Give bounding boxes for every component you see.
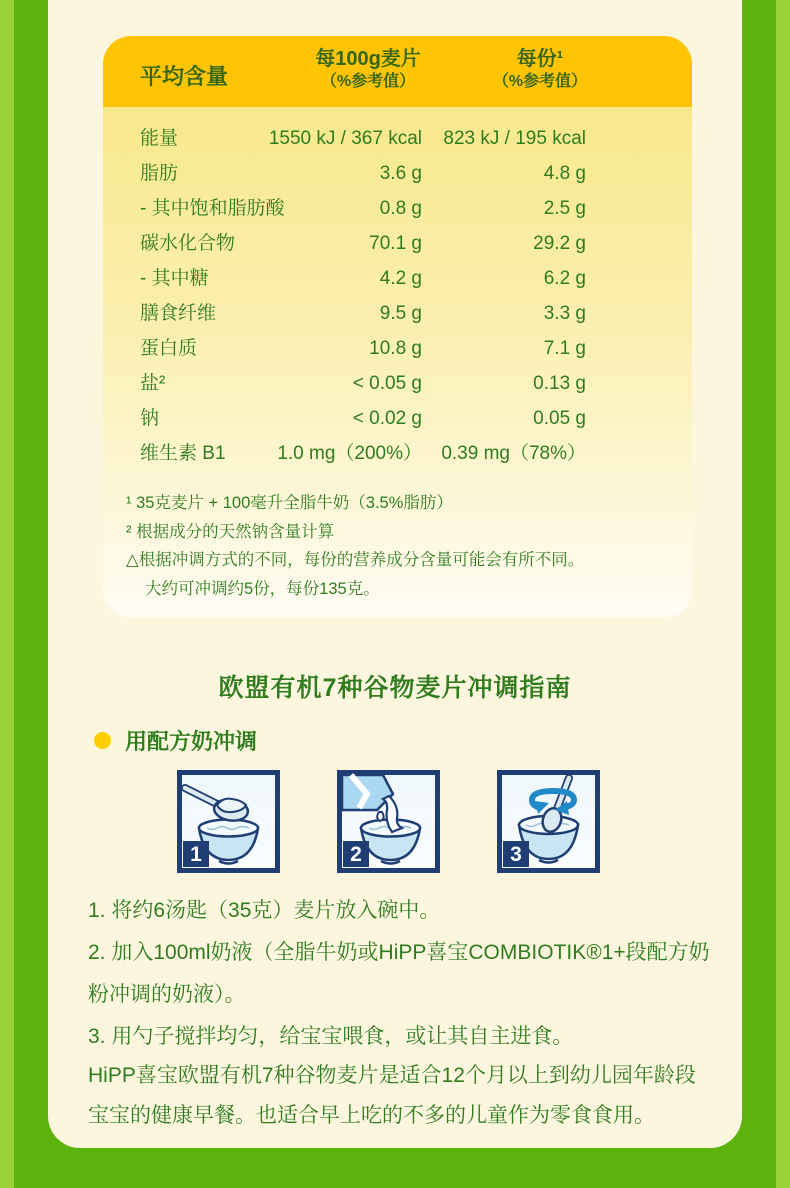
nutrient-label: 维生素 B1 (140, 443, 226, 464)
instruction-item: 1. 将约6汤匙（35克）麦片放入碗中。 (88, 899, 441, 922)
guide-title: 欧盟有机7种谷物麦片冲调指南 (218, 674, 572, 702)
step-2-number: 2 (350, 843, 362, 866)
per-serving-value: 29.2 g (533, 233, 586, 254)
instruction-item: 2. 加入100ml奶液（全脂牛奶或HiPP喜宝COMBIOTIK®1+段配方奶粉冲调的奶液）。 (88, 941, 710, 1006)
nutrition-table-body (103, 107, 692, 617)
step-1-number: 1 (190, 843, 202, 866)
instruction-list (88, 890, 714, 1058)
nutrition-row (103, 366, 692, 401)
nutrient-label: 脂肪 (140, 163, 179, 184)
footnote-item: ² 根据成分的天然钠含量计算 (126, 522, 335, 541)
nutrition-row (103, 331, 692, 366)
step-number-badge (343, 841, 369, 867)
step-number-badge (503, 841, 529, 867)
per-100g-value: 3.6 g (379, 163, 422, 184)
left-edge-stripe (0, 0, 14, 1188)
per-100g-value: 9.5 g (379, 303, 422, 324)
nutrition-row (103, 436, 692, 471)
nutrition-row (103, 156, 692, 191)
nutrition-table-header (103, 36, 692, 107)
per-serving-column-header (493, 48, 587, 91)
nutrient-label: 蛋白质 (140, 338, 198, 359)
instruction-item: 3. 用勺子搅拌均匀，给宝宝喂食，或让其自主进食。 (88, 1025, 574, 1048)
nutrition-row (103, 191, 692, 226)
method-label: 用配方奶冲调 (125, 728, 258, 754)
method-row (94, 727, 257, 753)
nutrition-row (103, 121, 692, 156)
footnotes (103, 489, 692, 603)
per-100g-value: 0.8 g (379, 198, 422, 219)
footnote-item: 大约可冲调约5份，每份135克。 (145, 579, 380, 598)
per-100g-value: 4.2 g (379, 268, 422, 289)
preparation-steps (48, 770, 742, 874)
footnote-item: △根据冲调方式的不同，每份的营养成分含量可能会有所不同。 (126, 551, 585, 569)
step-3-figure (497, 770, 600, 873)
nutrient-label: - 其中饱和脂肪酸 (140, 198, 285, 219)
nutrient-label: 碳水化合物 (140, 233, 236, 254)
nutrition-facts-card (103, 36, 692, 617)
step-2-pour-illustration (337, 770, 440, 873)
nutrition-row (103, 401, 692, 436)
per-100g-value: 10.8 g (369, 338, 422, 359)
nutrient-label: 盐² (140, 373, 166, 394)
per-100g-column-header (315, 48, 421, 91)
nutrient-label: 钠 (140, 408, 160, 429)
per-100g-value: < 0.05 g (352, 373, 422, 394)
per-serving-value: 0.13 g (533, 373, 586, 394)
step-3-stir-illustration (497, 770, 600, 873)
per-serving-value: 6.2 g (543, 268, 586, 289)
average-content-label: 平均含量 (140, 64, 229, 89)
per-100g-value: 1550 kJ / 367 kcal (268, 128, 422, 149)
per-100g-value: 70.1 g (369, 233, 422, 254)
per-serving-value: 7.1 g (543, 338, 586, 359)
footnote-item: ¹ 35克麦片 + 100毫升全脂牛奶（3.5%脂肪） (126, 494, 453, 512)
per-serving-value: 3.3 g (543, 303, 586, 324)
per-serving-ref-note: （%参考值） (492, 73, 588, 90)
closing-paragraph: HiPP喜宝欧盟有机7种谷物麦片是适合12个月以上到幼儿园年龄段宝宝的健康早餐。也适合早上吃的不多的儿童作为零食食用。 (88, 1064, 696, 1127)
step-3-number: 3 (510, 843, 522, 866)
nutrition-row (103, 226, 692, 261)
bullet-dot-icon (94, 732, 111, 749)
per-100g-value: < 0.02 g (352, 408, 422, 429)
nutrient-label: - 其中糖 (140, 268, 209, 289)
per-100g-value: 1.0 mg（200%） (277, 443, 422, 464)
right-edge-stripe (776, 0, 790, 1188)
step-1-scoop-illustration (177, 770, 280, 873)
per-100g-ref-note: （%参考值） (320, 73, 416, 90)
step-number-badge (183, 841, 209, 867)
step-1-figure (177, 770, 280, 873)
nutrition-row (103, 261, 692, 296)
per-serving-title: 每份¹ (516, 48, 564, 70)
per-serving-value: 823 kJ / 195 kcal (443, 128, 586, 149)
nutrition-row (103, 296, 692, 331)
nutrition-rows (103, 121, 692, 471)
nutrient-label: 能量 (140, 128, 179, 149)
step-2-figure (337, 770, 440, 873)
content-panel (48, 0, 742, 1148)
per-serving-value: 4.8 g (543, 163, 586, 184)
per-serving-value: 0.05 g (533, 408, 586, 429)
per-100g-title: 每100g麦片 (315, 48, 421, 70)
per-serving-value: 2.5 g (543, 198, 586, 219)
nutrient-label: 膳食纤维 (140, 303, 217, 324)
per-serving-value: 0.39 mg（78%） (441, 443, 586, 464)
